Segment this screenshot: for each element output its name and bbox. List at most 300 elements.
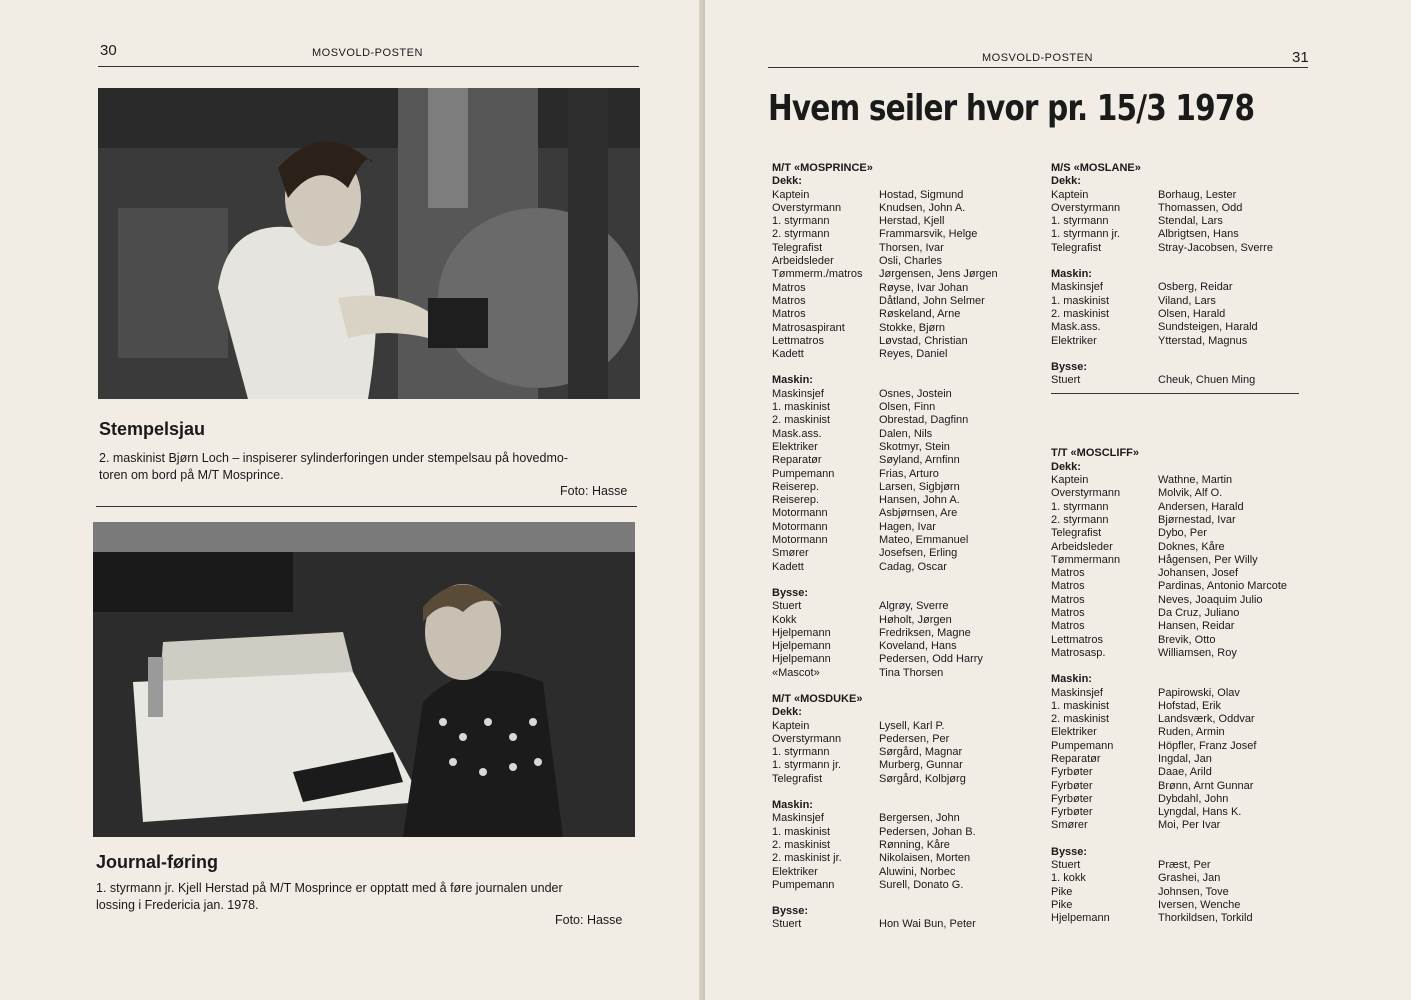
crew-row <box>772 653 998 666</box>
crew-row <box>772 228 998 241</box>
crew-role: Fyrbøter <box>1051 806 1093 819</box>
crew-role: «Mascot» <box>772 666 820 679</box>
crew-role: 2. styrmann <box>772 228 830 241</box>
ship-name: M/S «MOSLANE» <box>1051 162 1141 174</box>
crew-row <box>1051 766 1299 779</box>
crew-row <box>772 494 998 507</box>
crew-role: Matrosasp. <box>1051 646 1106 659</box>
crew-row <box>1051 514 1299 527</box>
crew-member-name: Papirowski, Olav <box>1158 686 1240 699</box>
crew-member-name: Aluwini, Norbec <box>879 865 956 878</box>
section-heading: Maskin: <box>1051 268 1092 281</box>
crew-member-name: Johansen, Josef <box>1158 567 1239 580</box>
caption-line: 1. styrmann jr. Kjell Herstad på M/T Mosprince er opptatt med å føre journalen under <box>96 881 563 895</box>
crew-member-name: Hågensen, Per Willy <box>1158 553 1258 566</box>
crew-member-name: Albrigtsen, Hans <box>1158 228 1239 241</box>
crew-row <box>772 614 998 627</box>
crew-member-name: Hansen, Reidar <box>1158 620 1235 633</box>
crew-role: Mask.ass. <box>772 427 822 440</box>
photo-caption <box>96 880 636 914</box>
crew-row <box>1051 487 1299 500</box>
crew-list <box>772 720 998 786</box>
crew-role: 2. maskinist <box>772 838 831 851</box>
crew-member-name: Jørgensen, Jens Jørgen <box>879 268 998 281</box>
caption-line: lossing i Fredericia jan. 1978. <box>96 898 259 912</box>
crew-row <box>772 866 998 879</box>
section-heading: Bysse: <box>1051 845 1088 858</box>
crew-row <box>772 627 998 640</box>
crew-row <box>772 640 998 653</box>
crew-member-name: Asbjørnsen, Are <box>879 507 958 520</box>
crew-role: 1. styrmann <box>772 746 830 759</box>
crew-role: Kaptein <box>772 719 810 732</box>
crew-role: Overstyrmann <box>1051 487 1121 500</box>
crew-role: Kokk <box>772 613 797 626</box>
crew-row <box>772 839 998 852</box>
crew-row <box>772 561 998 574</box>
crew-member-name: Surell, Donato G. <box>879 878 964 891</box>
crew-row <box>1051 374 1299 387</box>
crew-role: Elektriker <box>772 440 818 453</box>
header-rule <box>768 67 1308 68</box>
crew-member-name: Dybo, Per <box>1158 527 1207 540</box>
crew-role: Telegrafist <box>1051 241 1102 254</box>
crew-row <box>772 918 998 931</box>
crew-list <box>772 189 998 362</box>
crew-member-name: Lysell, Karl P. <box>879 719 945 732</box>
crew-member-name: Pedersen, Johan B. <box>879 825 976 838</box>
crew-member-name: Rønning, Kåre <box>879 838 950 851</box>
crew-row <box>772 507 998 520</box>
crew-role: Reparatør <box>772 454 822 467</box>
photo-credit: Foto: Hasse <box>560 484 628 498</box>
crew-row <box>1051 202 1299 215</box>
crew-row <box>1051 580 1299 593</box>
header-rule <box>98 66 639 67</box>
crew-row <box>772 388 998 401</box>
crew-member-name: Dalen, Nils <box>879 427 933 440</box>
crew-member-name: Ingdal, Jan <box>1158 752 1212 765</box>
section-heading: Dekk: <box>772 175 802 188</box>
crew-row <box>1051 308 1299 321</box>
crew-member-name: Höpfler, Franz Josef <box>1158 739 1257 752</box>
section-heading: Maskin: <box>772 374 813 387</box>
crew-member-name: Algrøy, Sverre <box>879 600 949 613</box>
crew-member-name: Nikolaisen, Morten <box>879 852 971 865</box>
crew-member-name: Fredriksen, Magne <box>879 626 971 639</box>
crew-member-name: Præst, Per <box>1158 859 1211 872</box>
photo-stempelsjau <box>98 88 640 399</box>
crew-row <box>1051 687 1299 700</box>
crew-list <box>772 812 998 892</box>
crew-role: 2. maskinist <box>1051 307 1110 320</box>
crew-member-name: Thorkildsen, Torkild <box>1158 912 1253 925</box>
crew-row <box>1051 474 1299 487</box>
crew-role: Overstyrmann <box>1051 201 1121 214</box>
crew-row <box>1051 647 1299 660</box>
crew-member-name: Røyse, Ivar Johan <box>879 281 969 294</box>
crew-role: Matros <box>772 294 806 307</box>
section-heading: Maskin: <box>772 799 813 812</box>
crew-role: 1. maskinist <box>1051 294 1110 307</box>
crew-member-name: Mateo, Emmanuel <box>879 534 969 547</box>
crew-role: Elektriker <box>1051 334 1097 347</box>
crew-role: Arbeidsleder <box>1051 540 1113 553</box>
crew-member-name: Olsen, Harald <box>1158 307 1226 320</box>
crew-role: Smører <box>772 547 809 560</box>
crew-role: Overstyrmann <box>772 732 842 745</box>
crew-role: Lettmatros <box>772 334 824 347</box>
crew-row <box>772 521 998 534</box>
crew-row <box>1051 189 1299 202</box>
crew-list <box>1051 687 1299 833</box>
crew-member-name: Thorsen, Ivar <box>879 241 944 254</box>
crew-row <box>1051 567 1299 580</box>
ship-block-mosduke <box>772 693 998 932</box>
page-number: 30 <box>100 42 117 59</box>
crew-row <box>1051 859 1299 872</box>
crew-row <box>772 308 998 321</box>
page-number: 31 <box>1292 49 1309 66</box>
crew-role: Smører <box>1051 819 1088 832</box>
ship-name: M/T «MOSDUKE» <box>772 692 863 705</box>
crew-list <box>772 600 998 680</box>
crew-list <box>1051 474 1299 660</box>
crew-role: Lettmatros <box>1051 633 1103 646</box>
crew-row <box>772 759 998 772</box>
crew-row <box>1051 228 1299 241</box>
crew-row <box>1051 634 1299 647</box>
crew-role: 2. maskinist jr. <box>772 852 842 865</box>
crew-member-name: Tina Thorsen <box>879 666 944 679</box>
crew-row <box>772 879 998 892</box>
crew-row <box>1051 554 1299 567</box>
crew-member-name: Sørgård, Kolbjørg <box>879 772 966 785</box>
crew-member-name: Viland, Lars <box>1158 294 1216 307</box>
crew-row <box>772 667 998 680</box>
crew-row <box>772 255 998 268</box>
crew-row <box>772 600 998 613</box>
crew-row <box>772 733 998 746</box>
crew-row <box>772 720 998 733</box>
crew-row <box>1051 321 1299 334</box>
crew-column-right <box>1051 162 1299 926</box>
crew-role: Pumpemann <box>1051 739 1114 752</box>
crew-role: 1. styrmann jr. <box>772 759 842 772</box>
section-heading: Dekk: <box>1051 175 1081 188</box>
crew-member-name: Hansen, John A. <box>879 494 960 507</box>
crew-role: Motormann <box>772 507 828 520</box>
crew-role: Kadett <box>772 348 804 361</box>
headline: Hvem seiler hvor pr. 15/3 1978 <box>768 88 1255 129</box>
crew-role: Stuert <box>1051 859 1081 872</box>
crew-row <box>1051 620 1299 633</box>
crew-row <box>772 295 998 308</box>
crew-list <box>1051 189 1299 255</box>
crew-role: Matros <box>1051 567 1085 580</box>
crew-role: Telegrafist <box>772 772 823 785</box>
ship-name: M/T «MOSPRINCE» <box>772 162 873 174</box>
crew-role: Telegrafist <box>772 241 823 254</box>
crew-role: Kadett <box>772 560 804 573</box>
crew-member-name: Dåtland, John Selmer <box>879 294 985 307</box>
crew-row <box>772 189 998 202</box>
crew-row <box>772 441 998 454</box>
crew-row <box>772 852 998 865</box>
crew-member-name: Borhaug, Lester <box>1158 188 1237 201</box>
crew-member-name: Thomassen, Odd <box>1158 201 1243 214</box>
crew-member-name: Da Cruz, Juliano <box>1158 607 1240 620</box>
crew-row <box>772 812 998 825</box>
crew-member-name: Landsværk, Oddvar <box>1158 713 1255 726</box>
crew-member-name: Iversen, Wenche <box>1158 898 1241 911</box>
crew-list <box>1051 859 1299 925</box>
crew-role: 1. styrmann <box>1051 500 1109 513</box>
crew-member-name: Hofstad, Erik <box>1158 699 1221 712</box>
crew-role: 2. maskinist <box>772 414 831 427</box>
crew-row <box>772 428 998 441</box>
crew-role: Matrosaspirant <box>772 321 845 334</box>
crew-member-name: Reyes, Daniel <box>879 348 948 361</box>
crew-member-name: Pedersen, Odd Harry <box>879 653 983 666</box>
crew-role: Matros <box>772 281 806 294</box>
photo-credit: Foto: Hasse <box>555 913 623 927</box>
crew-row <box>772 282 998 295</box>
crew-role: Matros <box>1051 620 1085 633</box>
crew-row <box>1051 872 1299 885</box>
crew-row <box>1051 594 1299 607</box>
crew-member-name: Sørgård, Magnar <box>879 746 963 759</box>
crew-member-name: Daae, Arild <box>1158 766 1212 779</box>
crew-member-name: Hostad, Sigmund <box>879 188 964 201</box>
crew-member-name: Ytterstad, Magnus <box>1158 334 1248 347</box>
crew-member-name: Knudsen, John A. <box>879 201 966 214</box>
crew-role: Tømmerm./matros <box>772 268 863 281</box>
section-heading: Dekk: <box>1051 460 1081 473</box>
crew-row <box>772 826 998 839</box>
crew-role: 1. styrmann <box>1051 215 1109 228</box>
crew-row <box>772 773 998 786</box>
crew-row <box>1051 541 1299 554</box>
crew-column-left <box>772 162 998 932</box>
crew-member-name: Moi, Per Ivar <box>1158 819 1221 832</box>
crew-role: Pike <box>1051 885 1073 898</box>
crew-role: 1. maskinist <box>772 825 831 838</box>
section-heading: Bysse: <box>1051 360 1088 373</box>
caption-line: 2. maskinist Bjørn Loch – inspiserer sylinderforingen under stempelsau på hovedmo- <box>99 451 568 465</box>
section-heading: Maskin: <box>1051 673 1092 686</box>
crew-member-name: Hon Wai Bun, Peter <box>879 918 976 931</box>
crew-role: Overstyrmann <box>772 201 842 214</box>
crew-row <box>1051 700 1299 713</box>
photo-journal-foring <box>93 522 635 837</box>
running-title: MOSVOLD-POSTEN <box>982 52 1093 64</box>
crew-role: 1. styrmann <box>772 215 830 228</box>
crew-row <box>1051 242 1299 255</box>
crew-member-name: Røskeland, Arne <box>879 308 961 321</box>
crew-row <box>1051 726 1299 739</box>
crew-row <box>1051 713 1299 726</box>
running-title: MOSVOLD-POSTEN <box>312 47 423 59</box>
crew-role: Maskinsjef <box>1051 281 1103 294</box>
crew-member-name: Doknes, Kåre <box>1158 540 1225 553</box>
crew-member-name: Neves, Joaquim Julio <box>1158 593 1263 606</box>
crew-row <box>772 468 998 481</box>
crew-member-name: Brevik, Otto <box>1158 633 1216 646</box>
crew-row <box>1051 740 1299 753</box>
section-rule <box>96 506 637 507</box>
crew-role: Kaptein <box>772 188 810 201</box>
crew-member-name: Hagen, Ivar <box>879 520 936 533</box>
ship-block-moslane <box>1051 162 1299 387</box>
crew-member-name: Stray-Jacobsen, Sverre <box>1158 241 1273 254</box>
crew-role: 1. maskinist <box>1051 699 1110 712</box>
crew-member-name: Sundsteigen, Harald <box>1158 321 1258 334</box>
crew-role: Maskinsjef <box>1051 686 1103 699</box>
crew-row <box>772 268 998 281</box>
crew-list <box>1051 374 1299 387</box>
crew-member-name: Cadag, Oscar <box>879 560 947 573</box>
crew-member-name: Osli, Charles <box>879 255 942 268</box>
crew-row <box>772 335 998 348</box>
crew-row <box>772 348 998 361</box>
crew-member-name: Josefsen, Erling <box>879 547 958 560</box>
crew-member-name: Pardinas, Antonio Marcote <box>1158 580 1288 593</box>
crew-role: Elektriker <box>772 865 818 878</box>
crew-member-name: Søyland, Arnfinn <box>879 454 960 467</box>
crew-role: Arbeidsleder <box>772 255 834 268</box>
crew-row <box>1051 607 1299 620</box>
crew-list <box>772 388 998 574</box>
crew-role: Stuert <box>1051 374 1081 387</box>
crew-role: Hjelpemann <box>772 653 831 666</box>
crew-role: Pumpemann <box>772 467 835 480</box>
crew-member-name: Molvik, Alf O. <box>1158 487 1223 500</box>
crew-row <box>1051 899 1299 912</box>
crew-role: Pike <box>1051 898 1073 911</box>
crew-member-name: Obrestad, Dagfinn <box>879 414 969 427</box>
crew-member-name: Williamsen, Roy <box>1158 646 1237 659</box>
crew-role: Reparatør <box>1051 752 1101 765</box>
crew-role: Fyrbøter <box>1051 792 1093 805</box>
crew-role: 1. styrmann jr. <box>1051 228 1121 241</box>
crew-row <box>1051 215 1299 228</box>
crew-row <box>772 401 998 414</box>
ship-divider <box>1051 393 1299 394</box>
section-heading: Bysse: <box>772 905 809 918</box>
crew-row <box>1051 912 1299 925</box>
crew-member-name: Herstad, Kjell <box>879 215 945 228</box>
crew-role: Kaptein <box>1051 474 1089 487</box>
crew-member-name: Stendal, Lars <box>1158 215 1223 228</box>
section-heading: Dekk: <box>772 706 802 719</box>
crew-role: 1. maskinist <box>772 401 831 414</box>
crew-list <box>772 918 998 931</box>
crew-row <box>1051 793 1299 806</box>
crew-row <box>1051 753 1299 766</box>
crew-row <box>1051 335 1299 348</box>
crew-member-name: Høholt, Jørgen <box>879 613 952 626</box>
crew-role: Fyrbøter <box>1051 766 1093 779</box>
crew-role: Telegrafist <box>1051 527 1102 540</box>
crew-role: Matros <box>1051 593 1085 606</box>
crew-role: Fyrbøter <box>1051 779 1093 792</box>
crew-role: Matros <box>772 308 806 321</box>
crew-member-name: Osberg, Reidar <box>1158 281 1233 294</box>
crew-row <box>1051 886 1299 899</box>
crew-member-name: Andersen, Harald <box>1158 500 1244 513</box>
crew-member-name: Ruden, Armin <box>1158 726 1225 739</box>
crew-member-name: Brønn, Arnt Gunnar <box>1158 779 1254 792</box>
crew-member-name: Cheuk, Chuen Ming <box>1158 374 1256 387</box>
crew-row <box>772 481 998 494</box>
crew-row <box>1051 527 1299 540</box>
crew-role: Motormann <box>772 534 828 547</box>
crew-member-name: Løvstad, Christian <box>879 334 968 347</box>
caption-line: toren om bord på M/T Mosprince. <box>99 468 284 482</box>
crew-row <box>1051 281 1299 294</box>
crew-role: Kaptein <box>1051 188 1089 201</box>
photo-title: Journal-føring <box>96 852 218 872</box>
crew-row <box>772 215 998 228</box>
crew-row <box>772 242 998 255</box>
crew-member-name: Skotmyr, Stein <box>879 440 950 453</box>
crew-member-name: Stokke, Bjørn <box>879 321 946 334</box>
crew-role: Hjelpemann <box>772 626 831 639</box>
crew-role: 2. maskinist <box>1051 713 1110 726</box>
crew-row <box>1051 806 1299 819</box>
ship-block-moscliff <box>1051 447 1299 925</box>
crew-row <box>1051 501 1299 514</box>
crew-member-name: Koveland, Hans <box>879 640 957 653</box>
crew-member-name: Lyngdal, Hans K. <box>1158 806 1242 819</box>
crew-role: Stuert <box>772 600 802 613</box>
crew-role: Hjelpemann <box>772 640 831 653</box>
crew-role: Matros <box>1051 580 1085 593</box>
crew-role: Tømmermann <box>1051 553 1121 566</box>
crew-row <box>772 547 998 560</box>
crew-role: Stuert <box>772 918 802 931</box>
crew-member-name: Pedersen, Per <box>879 732 950 745</box>
crew-member-name: Bjørnestad, Ivar <box>1158 513 1236 526</box>
crew-member-name: Murberg, Gunnar <box>879 759 963 772</box>
crew-member-name: Wathne, Martin <box>1158 474 1233 487</box>
photo-title: Stempelsjau <box>99 419 206 439</box>
crew-row <box>772 202 998 215</box>
crew-role: 2. styrmann <box>1051 513 1109 526</box>
crew-role: Pumpemann <box>772 878 835 891</box>
crew-role: 1. kokk <box>1051 872 1086 885</box>
crew-member-name: Olsen, Finn <box>879 401 936 414</box>
crew-role: Mask.ass. <box>1051 321 1101 334</box>
crew-role: Reiserep. <box>772 494 820 507</box>
crew-row <box>772 454 998 467</box>
photo-caption <box>99 450 639 484</box>
crew-role: Maskinsjef <box>772 812 824 825</box>
crew-role: Elektriker <box>1051 726 1097 739</box>
crew-role: Hjelpemann <box>1051 912 1110 925</box>
crew-member-name: Osnes, Jostein <box>879 387 952 400</box>
crew-row <box>772 746 998 759</box>
crew-role: Matros <box>1051 607 1085 620</box>
crew-row <box>772 414 998 427</box>
crew-role: Maskinsjef <box>772 387 824 400</box>
ship-name: T/T «MOSCLIFF» <box>1051 447 1139 460</box>
crew-row <box>772 534 998 547</box>
crew-member-name: Grashei, Jan <box>1158 872 1221 885</box>
crew-member-name: Larsen, Sigbjørn <box>879 480 960 493</box>
crew-member-name: Johnsen, Tove <box>1158 885 1229 898</box>
